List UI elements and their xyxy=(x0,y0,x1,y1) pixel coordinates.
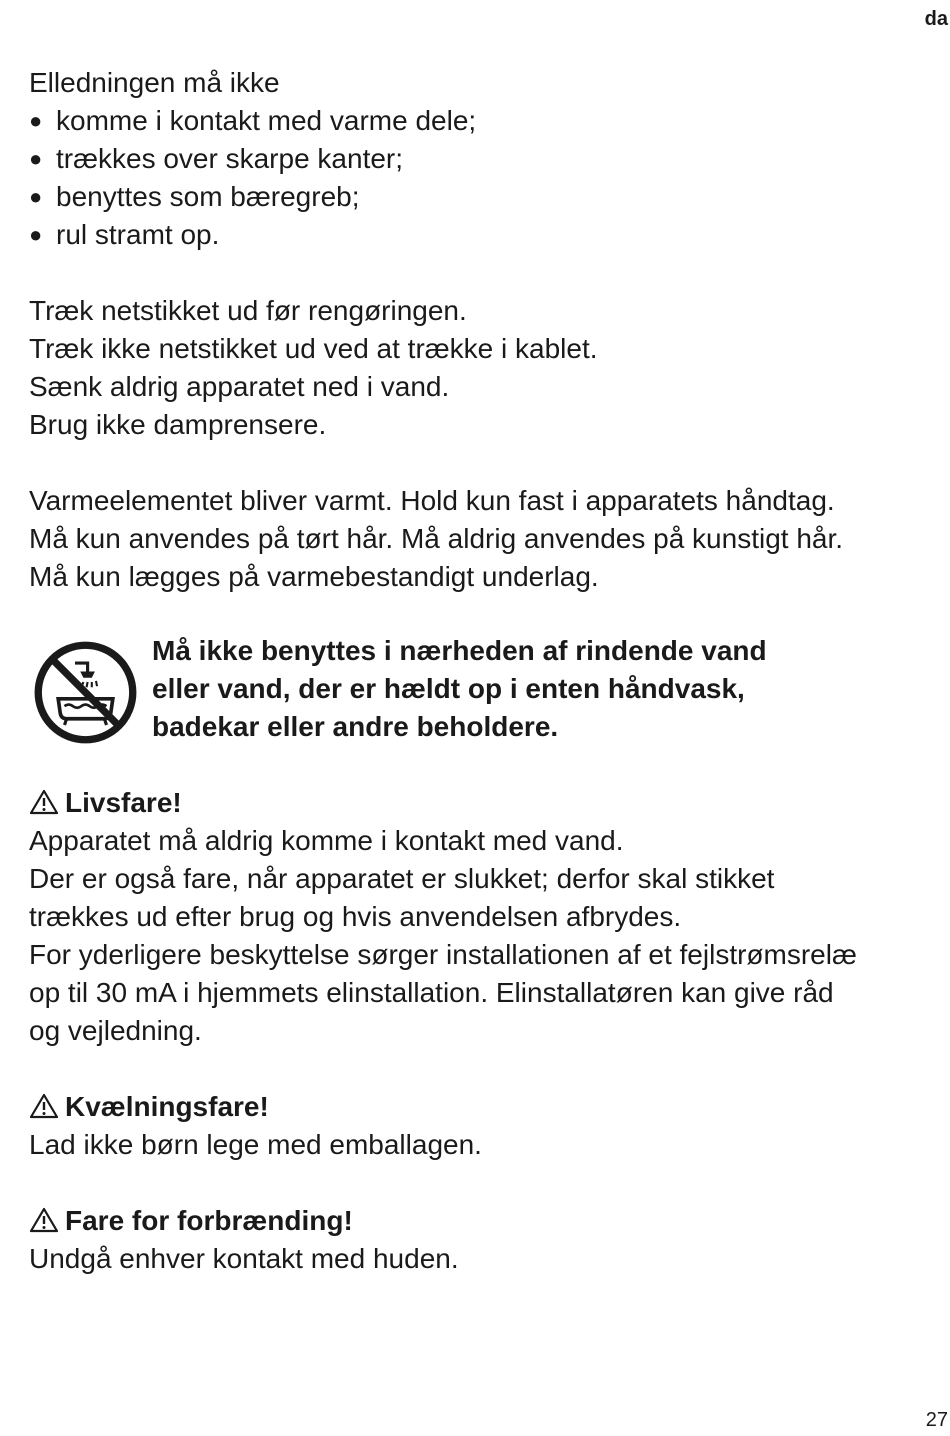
text-line: Lad ikke børn lege med emballagen. xyxy=(29,1129,482,1160)
text-line: eller vand, der er hældt op i enten håndvask, xyxy=(152,673,745,704)
warning-triangle-icon xyxy=(29,1093,59,1119)
text-line: Må kun anvendes på tørt hår. Må aldrig anvendes på kunstigt hår. xyxy=(29,523,844,554)
page-content xyxy=(29,64,939,1278)
text-line: Sænk aldrig apparatet ned i vand. xyxy=(29,371,450,402)
text-line: badekar eller andre beholdere. xyxy=(152,711,559,742)
list-item: ● komme i kontakt med varme dele; xyxy=(29,102,939,140)
list-item: ● benyttes som bæregreb; xyxy=(29,178,939,216)
suffocation-section xyxy=(29,1088,939,1164)
page-number: 27 xyxy=(925,1409,948,1431)
no-water-bath-icon xyxy=(33,640,138,745)
water-warning-text xyxy=(152,632,767,746)
text-line: Varmeelementet bliver varmt. Hold kun fast i apparatets håndtag. xyxy=(29,485,835,516)
danger-to-life-section xyxy=(29,784,939,1050)
text-line: Træk ikke netstikket ud ved at trække i kablet. xyxy=(29,333,598,364)
section-heading xyxy=(29,1202,939,1240)
text-line: trækkes ud efter brug og hvis anvendelsen afbrydes. xyxy=(29,901,682,932)
text-line: Må kun lægges på varmebestandigt underlag. xyxy=(29,561,599,592)
cord-warnings xyxy=(29,64,939,254)
text-line: Apparatet må aldrig komme i kontakt med vand. xyxy=(29,825,624,856)
list-item: ● trækkes over skarpe kanter; xyxy=(29,140,939,178)
text-line: Træk netstikket ud før rengøringen. xyxy=(29,295,467,326)
burn-hazard-section xyxy=(29,1202,939,1278)
text-line: Der er også fare, når apparatet er slukket; derfor skal stikket xyxy=(29,863,775,894)
section-title: Livsfare! xyxy=(65,787,182,818)
heating-instructions xyxy=(29,482,939,596)
section-heading xyxy=(29,784,939,822)
water-warning xyxy=(29,632,939,784)
list-item: ● rul stramt op. xyxy=(29,216,939,254)
warning-triangle-icon xyxy=(29,1207,59,1233)
text-line: Undgå enhver kontakt med huden. xyxy=(29,1243,459,1274)
section-title: Kvælningsfare! xyxy=(65,1091,269,1122)
language-code: da xyxy=(924,8,948,30)
warning-triangle-icon xyxy=(29,789,59,815)
text-line: op til 30 mA i hjemmets elinstallation. Elinstallatøren kan give råd xyxy=(29,977,834,1008)
text-line: For yderligere beskyttelse sørger installationen af et fejlstrømsrelæ xyxy=(29,939,857,970)
text-line: Må ikke benyttes i nærheden af rindende vand xyxy=(152,635,767,666)
text-line: Brug ikke damprensere. xyxy=(29,409,327,440)
text-line: og vejledning. xyxy=(29,1015,202,1046)
section-title: Fare for forbrænding! xyxy=(65,1205,353,1236)
section-heading xyxy=(29,1088,939,1126)
cord-intro: Elledningen må ikke xyxy=(29,67,280,98)
cleaning-instructions xyxy=(29,292,939,444)
